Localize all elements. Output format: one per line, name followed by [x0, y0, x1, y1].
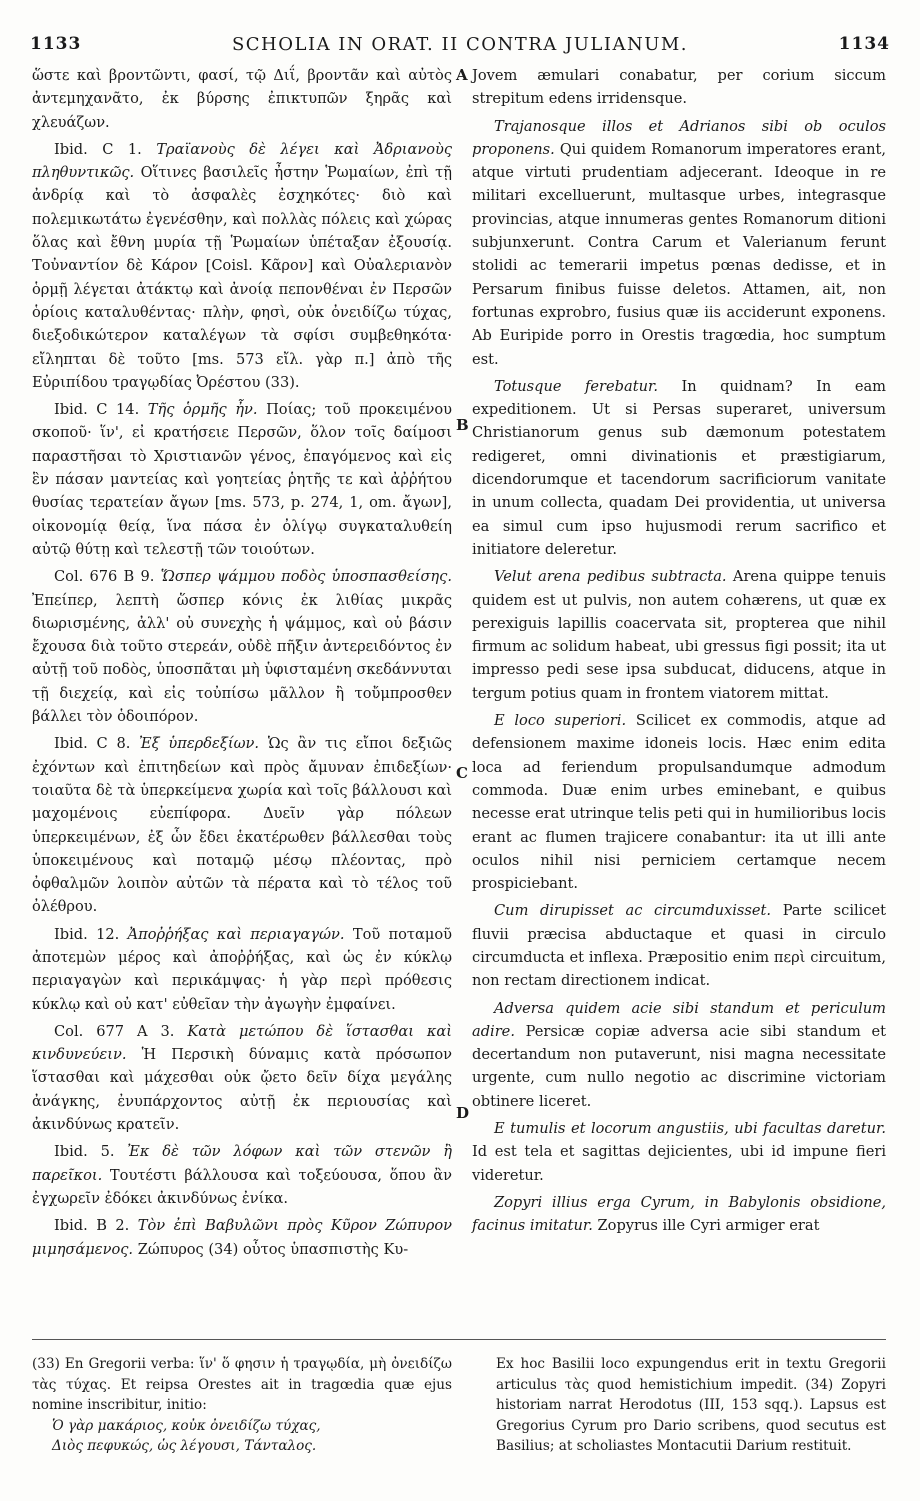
latin-paragraph: Adversa quidem acie sibi standum et periculum adire. Persicæ copiæ adversa acie sibi standum et decertandum non putaverunt, nisi magna necessitate urgente, cum nullo negotio ac discrimine victoriam obtinere liceret.	[472, 999, 887, 1110]
page-header	[0, 34, 920, 60]
margin-letter-c: C	[456, 764, 468, 782]
latin-paragraph: Velut arena pedibus subtracta. Arena quippe tenuis quidem est ut pulvis, non autem cohærens, ut quæ ex perexiguis lapillis coacervata sit, propterea que nihil firmum ac solidum habeat, ubi gressus figi possit; ita ut impresso pedi sese ipsa subducat, diducens, atque in tergum potius quam in frontem viatorem mittat.	[472, 568, 887, 702]
margin-letter-a: A	[456, 66, 468, 84]
footnote-34: Ex hoc Basilii loco expungendus erit in textu Gregorii articulus τὰς quod hemistichium impedit. (34) Zopyri historiam narrat Herodotus (III, 153 sqq.). Lapsus est Gregorius Cyrum pro Dario scribens, quod secutus est Basilius; at scholiastes Montacutii Darium restituit.	[496, 1356, 886, 1455]
scholion-lemma: Totusque ferebatur.	[494, 377, 658, 395]
scholion-ref: Ibid. C 8.	[54, 735, 131, 753]
scholion-lemma: Velut arena pedibus subtracta.	[494, 568, 727, 586]
margin-letter-d: D	[456, 1104, 470, 1122]
latin-paragraph: Trajanosque illos et Adrianos sibi ob oculos proponens. Qui quidem Romanorum imperatores erant, atque virtuti prudentiam adjecerant. Ideoque in re militari excelluerunt, multasque urbes, integrasque provincias, atque innumeras gentes Romanorum ditioni subjunxerunt. Contra Carum et Valerianum ferunt stolidi ac temerarii impetus pœnas dedisse, et in Persarum finibus fuisse deletos. Attamen, ait, non fortunas exprobro, fusius quæ iis acciderunt exponens. Ab Euripide porro in Orestis tragœdia, hoc sumptum est.	[472, 117, 887, 368]
footnote-divider	[32, 1339, 886, 1340]
scholion-lemma: Ἀποῤῥήξας καὶ περιαγαγών.	[127, 925, 345, 943]
scholion-ref: Ibid. B 2.	[54, 1217, 130, 1235]
scholion-lemma: Ἐξ ὑπερδεξίων.	[139, 735, 260, 753]
scholion-lemma: Τὸν ἐπὶ Βαβυλῶνι πρὸς Κῦρον Ζώπυρον μιμησάμενος.	[32, 1217, 453, 1258]
greek-paragraph: Ibid. 5. Ἐκ δὲ τῶν λόφων καὶ τῶν στενῶν ἢ παρεῖκοι. Τουτέστι βάλλουσα καὶ τοξεύουσα, ὅπου ἂν ἐγχωρεῖν ἐδόκει ἀκινδύνως ἐνίκα.	[32, 1143, 452, 1207]
footnotes-right	[496, 1354, 886, 1457]
greek-paragraph: ὥστε καὶ βροντῶντι, φασί, τῷ Διΐ, βροντᾶν καὶ αὐτὸς ἀντεμηχανᾶτο, ἐκ βύρσης ἐπικτυπῶν ξηρᾶς καὶ χλευάζων.	[32, 67, 452, 131]
latin-paragraph: Cum dirupisset ac circumduxisset. Parte scilicet fluvii præcisa abductaque et quasi in circulo circumducta et inflexa. Præpositio enim περὶ circuitum, non rectam directionem indicat.	[472, 902, 887, 990]
latin-paragraph: Jovem æmulari conabatur, per corium siccum strepitum edens irridensque.	[472, 67, 886, 108]
scholion-ref: Col. 677 A 3.	[54, 1022, 175, 1040]
footnote-quote-line: Ὁ γὰρ μακάριος, κοὐκ ὀνειδίζω τύχας,	[52, 1417, 321, 1434]
latin-paragraph: E tumulis et locorum angustiis, ubi facultas daretur. Id est tela et sagittas dejicientes, ubi id impune fieri videretur.	[472, 1120, 886, 1184]
scholion-lemma: Adversa quidem acie sibi standum et periculum adire.	[472, 999, 886, 1040]
scholion-ref: Ibid. 12.	[54, 925, 120, 943]
scholion-ref: Ibid. C 14.	[54, 401, 140, 419]
latin-paragraph: Zopyri illius erga Cyrum, in Babylonis obsidione, facinus imitatur. Zopyrus ille Cyri armiger erat	[472, 1193, 886, 1235]
scholion-lemma: Τῆς ὁρμῆς ἦν.	[147, 401, 258, 419]
scholion-lemma: Cum dirupisset ac circumduxisset.	[494, 902, 772, 920]
footnote-33: (33) En Gregorii verba: ἵν' ὅ φησιν ἡ τραγῳδία, μὴ ὀνειδίζω τὰς τύχας. Et reipsa Orestes ait in tragœdia quæ ejus nomine inscribitur, initio:	[32, 1356, 452, 1414]
scholion-lemma: E loco superiori.	[494, 712, 627, 730]
scholion-lemma: Zopyri illius erga Cyrum, in Babylonis obsidione, facinus imitatur.	[472, 1193, 886, 1235]
page-number-right: 1134	[838, 34, 890, 54]
scholion-lemma: E tumulis et locorum angustiis, ubi facultas daretur.	[494, 1120, 886, 1138]
greek-column	[32, 64, 452, 1265]
greek-paragraph: Ibid. 12. Ἀποῤῥήξας καὶ περιαγαγών. Τοῦ ποταμοῦ ἀποτεμὼν μέρος καὶ ἀποῤῥήξας, καὶ ὡς ἐν κύκλῳ περιαγαγὼν καὶ περικάμψας· ἡ γὰρ περὶ πρόθεσις κύκλῳ καὶ οὐ κατ' εὐθεῖαν τὴν ἀγωγὴν ἐμφαίνει.	[32, 925, 453, 1013]
greek-paragraph: Col. 676 B 9. Ὥσπερ ψάμμου ποδὸς ὑποσπασθείσης. Ἐπείπερ, λεπτὴ ὥσπερ κόνις ἐκ λιθίας μικρᾶς διωρισμένης, ἀλλ' οὐ συνεχὴς ἡ ψάμμος, καὶ οὐ βάσιν ἔχουσα διὰ τοῦτο στερεάν, οὐδὲ πῆξιν ἀντερειδόντος ἐν αὐτῇ τοῦ ποδὸς, ὑποσπᾶται μὴ ὑφισταμένη σκεδάννυται τῇ διεχείᾳ, καὶ εἰς τοὐπίσω μᾶλλον ἢ τοὔμπροσθεν βάλλει τὸν ὁδοιπόρον.	[32, 568, 452, 726]
scholion-lemma: Τραϊανοὺς δὲ λέγει καὶ Ἀδριανοὺς πληθυντικῶς.	[32, 140, 453, 182]
scholion-ref: Col. 676 B 9.	[54, 568, 155, 586]
latin-paragraph: Totusque ferebatur. In quidnam? In eam expeditionem. Ut si Persas superaret, universum Christianorum genus sub dæmonum potestatem redigeret, omni divinationis et præstigiarum, dicendorumque et tacendorum sacrificiorum vanitate in unum collecta, quadam Dei providentia, ut universa ea simul cum ipso hujusmodi rerum sacrifico et initiatore deleretur.	[472, 377, 886, 558]
latin-paragraph: E loco superiori. Scilicet ex commodis, atque ad defensionem maxime idoneis locis. Hæc enim edita loca ad feriendum propulsandumque admodum commoda. Duæ enim urbes eminebant, e quibus necesse erat utrinque telis peti qui in humilioribus locis erant ac flumen trajicere conabantur: ita ut illi ante oculos nihil nisi perniciem certamque necem prospiciebant.	[472, 712, 886, 893]
greek-paragraph: Col. 677 A 3. Κατὰ μετώπου δὲ ἵστασθαι καὶ κινδυνεύειν. Ἡ Περσικὴ δύναμις κατὰ πρόσωπον ἵστασθαι καὶ μάχεσθαι οὐκ ᾤετο δεῖν δίχα μεγάλης ἀνάγκης, ἐνυπάρχοντος αὐτῇ ἐκ περιουσίας καὶ ἀκινδύνως κρατεῖν.	[32, 1022, 452, 1134]
greek-paragraph: Ibid. C 1. Τραϊανοὺς δὲ λέγει καὶ Ἀδριανοὺς πληθυντικῶς. Οἵτινες βασιλεῖς ἦστην Ῥωμαίων, ἐπὶ τῇ ἀνδρίᾳ καὶ τὸ ἀσφαλὲς ἐσχηκότες· διὸ καὶ πολεμικωτάτω ἐγενέσθην, καὶ πολλὰς πόλεις καὶ χώρας ὅλας καὶ ἔθνη μυρία τῇ Ῥωμαίων ὑπέταξαν ἐξουσίᾳ. Τοὐναντίον δὲ Κάρον [Coisl. Κᾶρον] καὶ Οὐαλεριανὸν ὁρμῇ λέγεται ἀτάκτῳ καὶ ἀνοίᾳ πεπονθέναι ἐν Περσῶν ὁρίοις καταλυθέντας· πλὴν, φησὶ, οὐκ ὀνειδίζω τύχας, διεξοδικώτερον καταλέγων τὰ σφίσι συμβεθηκότα· εἴληπται δὲ τοῦτο [ms. 573 εἴλ. γὰρ π.] ἀπὸ τῆς Εὐριπίδου τραγῳδίας Ὀρέστου (33).	[32, 140, 453, 391]
footnotes-left	[32, 1354, 452, 1457]
scholion-ref: Ibid. 5.	[54, 1143, 115, 1161]
greek-paragraph: Ibid. C 8. Ἐξ ὑπερδεξίων. Ὡς ἂν τις εἴποι δεξιῶς ἐχόντων καὶ ἐπιτηδείων καὶ πρὸς ἄμυναν ἐπιδεξίων· τοιαῦτα δὲ τὰ ὑπερκείμενα χωρία καὶ τοῖς βάλλουσι καὶ μαχομένοις εὐεπίφορα. Δυεῖν γὰρ πόλεων ὑπερκειμένων, ἐξ ὧν ἔδει ἑκατέρωθεν βάλλεσθαι τοὺς ὑποκειμένους καὶ ποταμῷ μέσῳ πλέοντας, πρὸ ὀφθαλμῶν λοιπὸν αὐτῶν τὰ πέρατα καὶ τὸ τέλος τοῦ ὀλέθρου.	[32, 735, 453, 916]
greek-paragraph: Ibid. B 2. Τὸν ἐπὶ Βαβυλῶνι πρὸς Κῦρον Ζώπυρον μιμησάμενος. Ζώπυρος (34) οὗτος ὑπασπιστὴς Κυ-	[32, 1217, 453, 1258]
scholion-lemma: Trajanosque illos et Adrianos sibi ob oculos proponens.	[472, 117, 886, 158]
running-title: SCHOLIA IN ORAT. II CONTRA JULIANUM.	[231, 34, 689, 55]
page-number-left: 1133	[30, 34, 82, 54]
footnote-quote-line: Διὸς πεφυκώς, ὡς λέγουσι, Τάνταλος.	[52, 1438, 317, 1455]
greek-paragraph: Ibid. C 14. Τῆς ὁρμῆς ἦν. Ποίας; τοῦ προκειμένου σκοποῦ· ἵν', εἰ κρατήσειε Περσῶν, ὅλον τοῖς δαίμοσι παραστῆσαι τὸ Χριστιανῶν γένος, ἐπαγόμενος καὶ εἰς ἓν πάσαν μαντείας καὶ γοητείας ῥητῆς τε καὶ ἀῤῥήτου θυσίας τερατείαν ἄγων [ms. 573, p. 274, 1, om. ἄγων], οἰκονομίᾳ θείᾳ, ἵνα πάσα ἐν ὀλίγῳ συγκαταλυθείη αὐτῷ θύτῃ καὶ τελεστῇ τῶν τοιούτων.	[32, 401, 453, 558]
latin-column	[472, 64, 886, 1242]
scholion-lemma: Κατὰ μετώπου δὲ ἵστασθαι καὶ κινδυνεύειν.	[32, 1022, 452, 1064]
scholion-lemma: Ἐκ δὲ τῶν λόφων καὶ τῶν στενῶν ἢ παρεῖκοι.	[32, 1143, 452, 1184]
scholion-lemma: Ὥσπερ ψάμμου ποδὸς ὑποσπασθείσης.	[160, 568, 452, 586]
scholion-ref: Ibid. C 1.	[54, 140, 142, 158]
margin-letter-b: B	[456, 416, 469, 434]
